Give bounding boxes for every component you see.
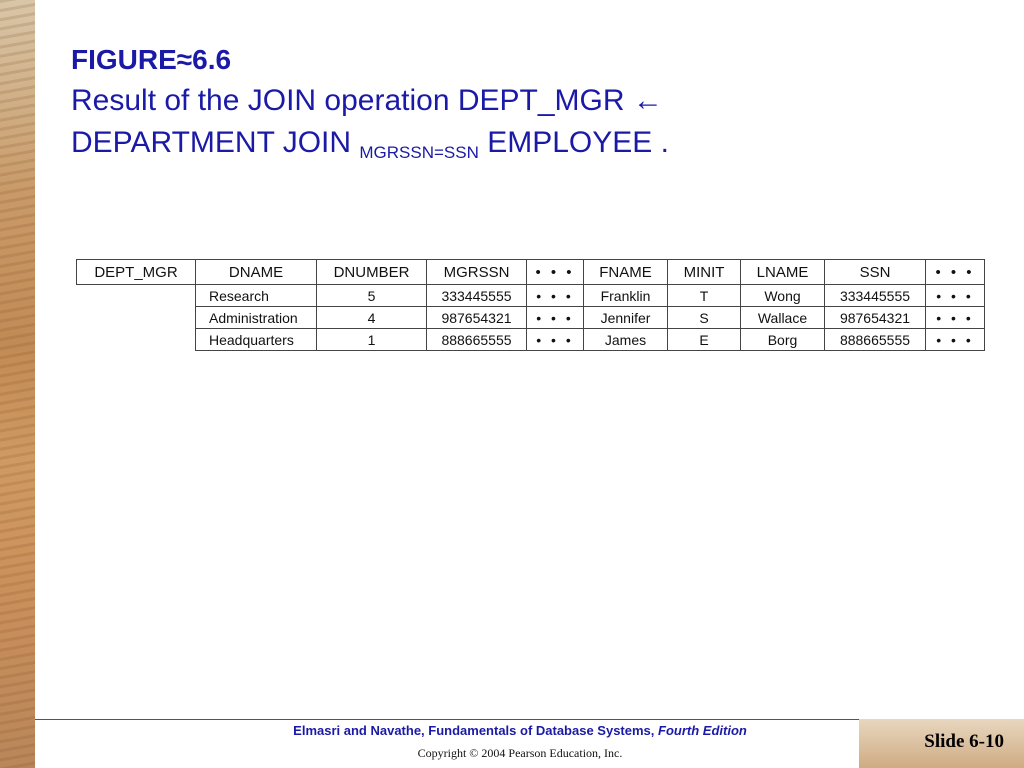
- cell-lname: Wong: [741, 285, 825, 307]
- col-ssn: SSN: [825, 260, 926, 285]
- join-condition-subscript: MGRSSN=SSN: [359, 143, 479, 162]
- cell-minit: E: [668, 329, 741, 351]
- cell-ellipsis: • • •: [926, 329, 985, 351]
- empty-cell: [77, 285, 196, 307]
- col-dept-mgr: DEPT_MGR: [77, 260, 196, 285]
- footer-edition: Fourth Edition: [658, 723, 747, 738]
- table-header-row: [77, 260, 985, 285]
- caption-line-2-start: DEPARTMENT JOIN: [71, 126, 360, 159]
- slide-number-box: [859, 719, 1024, 768]
- cell-dname: Research: [196, 285, 317, 307]
- caption-line-2-end: EMPLOYEE .: [478, 126, 669, 159]
- cell-dnumber: 5: [317, 285, 427, 307]
- footer-copyright: Copyright © 2004 Pearson Education, Inc.: [417, 746, 623, 760]
- slide-number: Slide 6-10: [924, 731, 1004, 752]
- col-fname: FNAME: [584, 260, 668, 285]
- cell-ellipsis: • • •: [527, 307, 584, 329]
- slide-title: [71, 40, 971, 174]
- join-result-table: [76, 259, 985, 351]
- col-mgrssn: MGRSSN: [427, 260, 527, 285]
- cell-lname: Borg: [741, 329, 825, 351]
- cell-ssn: 888665555: [825, 329, 926, 351]
- cell-fname: Franklin: [584, 285, 668, 307]
- empty-cell: [77, 307, 196, 329]
- cell-lname: Wallace: [741, 307, 825, 329]
- table-row: [77, 285, 985, 307]
- cell-mgrssn: 987654321: [427, 307, 527, 329]
- cell-ssn: 987654321: [825, 307, 926, 329]
- cell-mgrssn: 888665555: [427, 329, 527, 351]
- cell-ellipsis: • • •: [527, 285, 584, 307]
- cell-minit: T: [668, 285, 741, 307]
- footer-book-credit: [160, 723, 880, 738]
- caption-line-1: Result of the JOIN operation DEPT_MGR ←: [71, 84, 663, 117]
- cell-minit: S: [668, 307, 741, 329]
- decorative-side-strip: [0, 0, 35, 768]
- table-row: [77, 329, 985, 351]
- col-ellipsis-1: • • •: [527, 260, 584, 285]
- empty-cell: [77, 329, 196, 351]
- figure-label: FIGURE≈6.6: [71, 44, 232, 75]
- footer-book-title: Elmasri and Navathe, Fundamentals of Database Systems,: [293, 723, 659, 738]
- cell-ellipsis: • • •: [527, 329, 584, 351]
- cell-dnumber: 4: [317, 307, 427, 329]
- col-dnumber: DNUMBER: [317, 260, 427, 285]
- cell-dname: Administration: [196, 307, 317, 329]
- cell-fname: James: [584, 329, 668, 351]
- cell-dname: Headquarters: [196, 329, 317, 351]
- col-lname: LNAME: [741, 260, 825, 285]
- cell-dnumber: 1: [317, 329, 427, 351]
- caption-line-2: [71, 122, 971, 174]
- cell-ellipsis: • • •: [926, 307, 985, 329]
- col-ellipsis-2: • • •: [926, 260, 985, 285]
- col-dname: DNAME: [196, 260, 317, 285]
- cell-fname: Jennifer: [584, 307, 668, 329]
- footer-divider: [35, 719, 859, 720]
- cell-ssn: 333445555: [825, 285, 926, 307]
- table-row: [77, 307, 985, 329]
- col-minit: MINIT: [668, 260, 741, 285]
- cell-mgrssn: 333445555: [427, 285, 527, 307]
- cell-ellipsis: • • •: [926, 285, 985, 307]
